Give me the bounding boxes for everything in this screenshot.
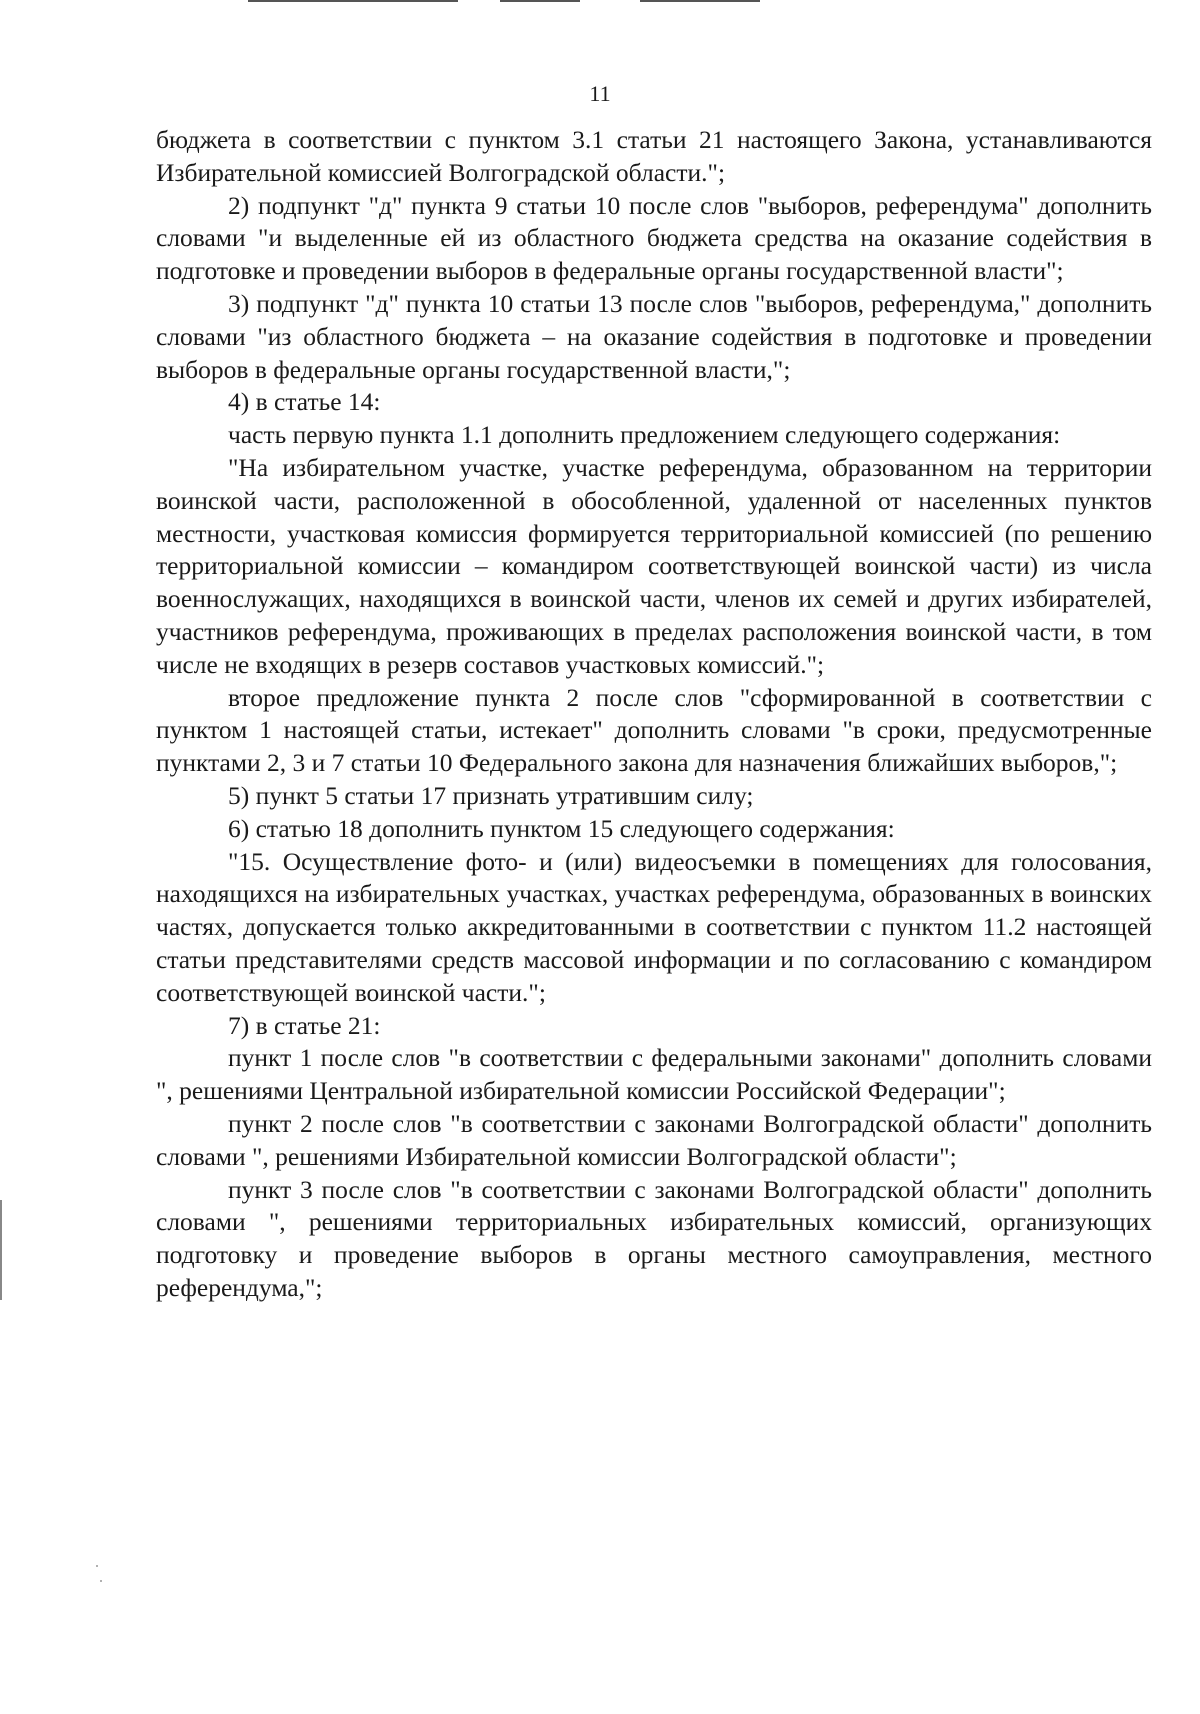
paragraph-quoted-point-15: "15. Осуществление фото- и (или) видеосъемки в помещениях для голосования, находящихся на избирательных участках, участках референдума, образованных в воинских частях, допускается только аккредитованными в соответствии с пунктом 11.2 настоящей статьи представителями средств массовой информации и по согласованию с командиром соответствующей воинской части."; [156, 846, 1152, 1007]
paragraph-item-2: 2) подпункт "д" пункта 9 статьи 10 после слов "выборов, референдума" дополнить словами "и выделенные ей из областного бюджета средства на оказание содействия в подготовке и проведении выборов в федеральные органы государственной власти"; [156, 190, 1152, 286]
paragraph-subitem-part-one: часть первую пункта 1.1 дополнить предложением следующего содержания: [228, 420, 1061, 450]
scan-top-rule-2 [500, 0, 580, 2]
paragraph-item-4: 4) в статье 14: [228, 387, 381, 417]
scan-margin-mark [0, 1200, 2, 1300]
scan-speck [100, 1580, 102, 1582]
scan-speck [96, 1565, 98, 1567]
paragraph-subitem-point-3: пункт 3 после слов "в соответствии с законами Волгоградской области" дополнить словами ", решениями территориальных избирательных комиссий, организующих подготовку и проведение выборов в органы местного самоуправления, местного референдума,"; [156, 1174, 1152, 1302]
paragraph-subitem-point-2: пункт 2 после слов "в соответствии с законами Волгоградской области" дополнить словами ", решениями Избирательной комиссии Волгоградской области"; [156, 1108, 1152, 1171]
paragraph-item-3: 3) подпункт "д" пункта 10 статьи 13 после слов "выборов, референдума," дополнить словами "из областного бюджета – на оказание содействия в подготовке и проведении выборов в федеральные органы государственной власти,"; [156, 288, 1152, 384]
scan-top-rule-3 [640, 0, 760, 2]
paragraph-item-6: 6) статью 18 дополнить пунктом 15 следующего содержания: [228, 813, 895, 843]
scan-top-rule-1 [248, 0, 458, 2]
paragraph-item-7: 7) в статье 21: [228, 1010, 381, 1040]
paragraph-item-5: 5) пункт 5 статьи 17 признать утратившим силу; [228, 780, 754, 810]
paragraph-subitem-second-sentence: второе предложение пункта 2 после слов "сформированной в соответствии с пунктом 1 настоящей статьи, истекает" дополнить словами "в сроки, предусмотренные пунктами 2, 3 и 7 статьи 10 Федерального закона для назначения ближайших выборов,"; [156, 682, 1152, 778]
paragraph-quoted-text: "На избирательном участке, участке референдума, образованном на территории воинской части, расположенной в обособленной, удаленной от населенных пунктов местности, участковая комиссия формируется территориальной комиссией (по решению территориальной комиссии – командиром соответствующей воинской части) из числа военнослужащих, находящихся в воинской части, членов их семей и других избирателей, участников референдума, проживающих в пределах расположения воинской части, в том числе не входящих в резерв составов участковых комиссий."; [156, 452, 1152, 679]
paragraph-continuation: бюджета в соответствии с пунктом 3.1 статьи 21 настоящего Закона, устанавливаются Избирательной комиссией Волгоградской области."; [156, 125, 1152, 187]
paragraph-subitem-point-1: пункт 1 после слов "в соответствии с федеральными законами" дополнить словами ", решениями Центральной избирательной комиссии Российской Федерации"; [156, 1043, 1152, 1106]
page-number: 11 [589, 81, 611, 106]
document-body [156, 124, 1152, 1305]
